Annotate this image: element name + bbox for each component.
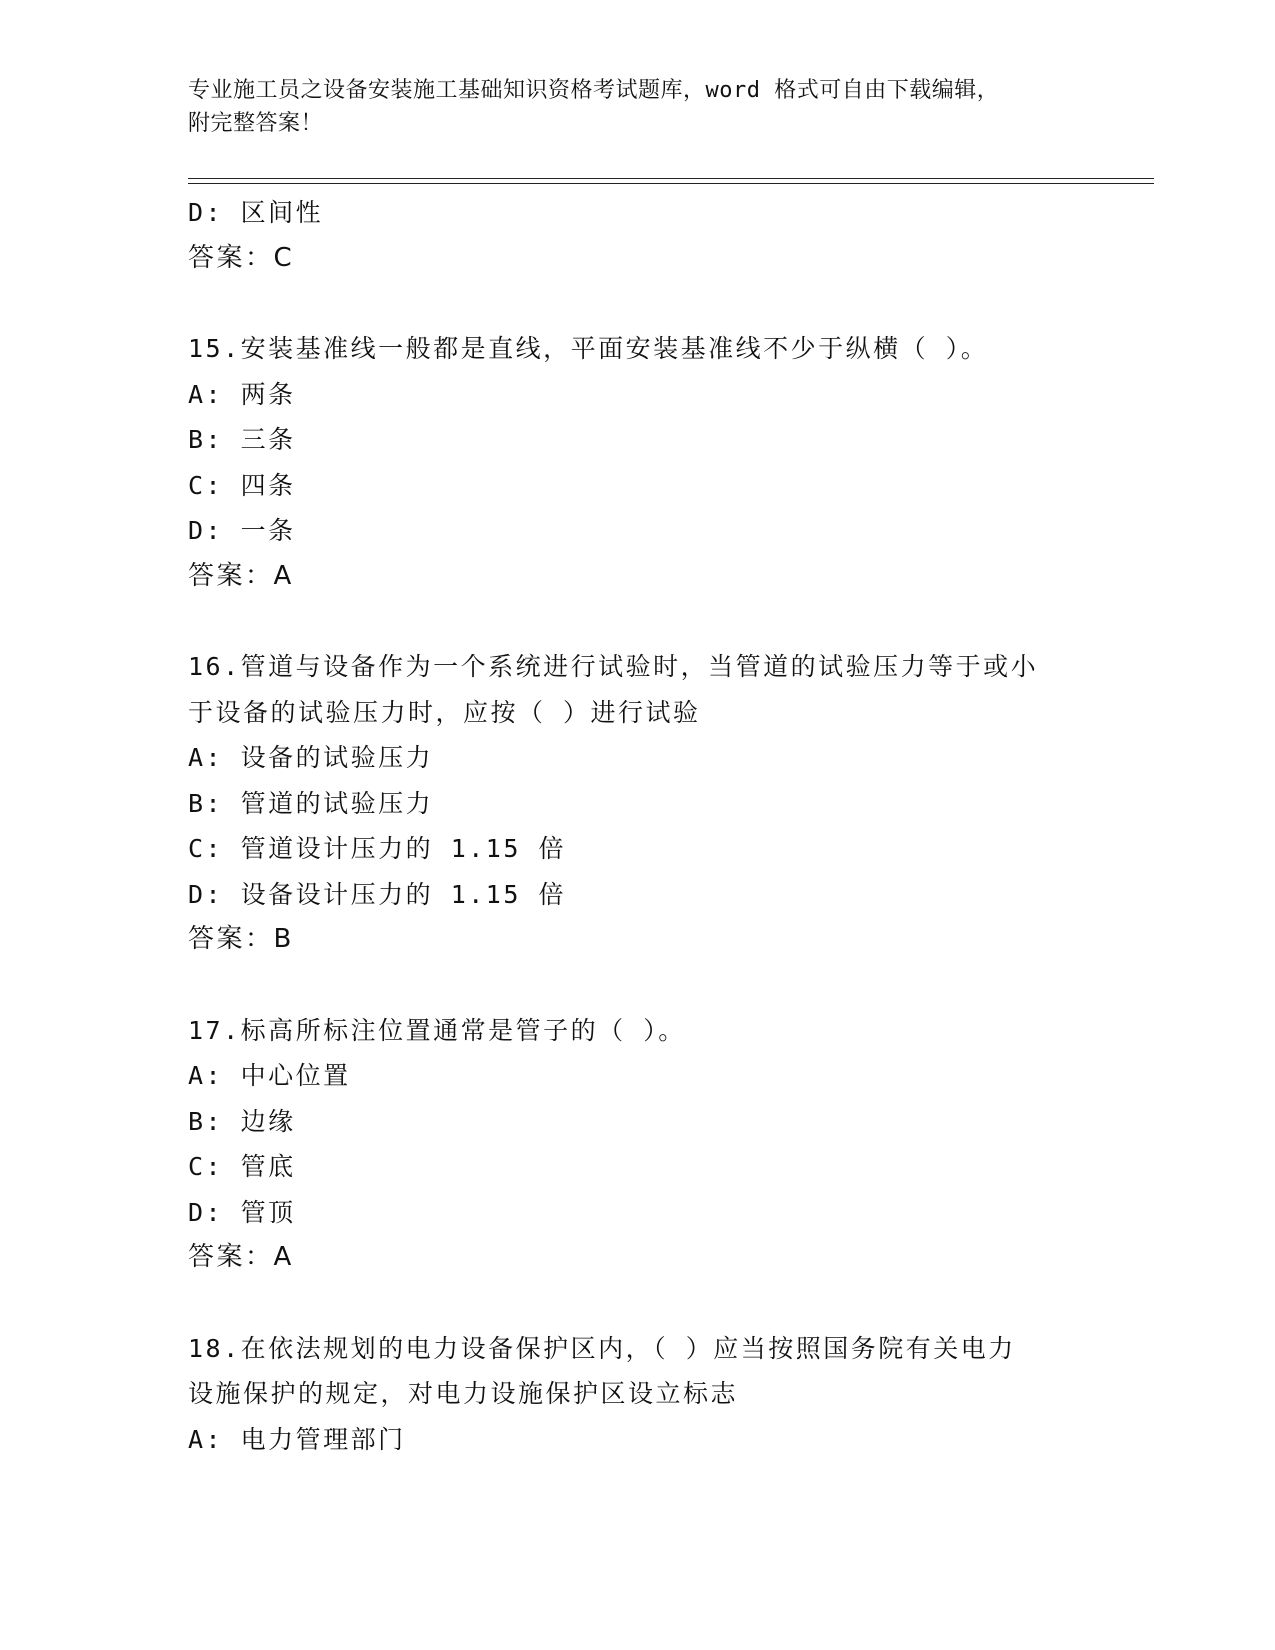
option-d: D: 一条 — [188, 516, 296, 545]
document-header — [188, 74, 1088, 140]
option-b: B: 管道的试验压力 — [188, 788, 434, 818]
option-d: D: 设备设计压力的 1.15 倍 — [188, 879, 566, 909]
question-stem-continued: 设施保护的规定，对电力设施保护区设立标志 — [188, 1379, 739, 1408]
answer: 答案：A — [188, 560, 294, 591]
spacer — [188, 599, 1088, 644]
answer: 答案：B — [188, 924, 294, 954]
question-list — [188, 190, 1088, 1462]
question-stem: 16.管道与设备作为一个系统进行试验时，当管道的试验压力等于或小 — [188, 652, 1039, 681]
spacer — [188, 963, 1088, 1008]
option-d: D: 区间性 — [188, 198, 324, 227]
question-16 — [188, 644, 1088, 963]
question-14-tail — [188, 190, 1088, 281]
question-15 — [188, 326, 1088, 599]
option-a: A: 设备的试验压力 — [188, 743, 434, 772]
question-17 — [188, 1008, 1088, 1281]
option-a: A: 两条 — [188, 379, 296, 409]
answer: 答案：A — [188, 1242, 294, 1272]
header-divider-bottom — [188, 183, 1154, 184]
header-line-2: 附完整答案！ — [188, 111, 324, 136]
question-stem: 15.安装基准线一般都是直线，平面安装基准线不少于纵横（ ）。 — [188, 334, 989, 363]
option-a: A: 电力管理部门 — [188, 1424, 406, 1454]
question-stem: 17.标高所标注位置通常是管子的（ ）。 — [188, 1015, 686, 1045]
header-divider-top — [188, 178, 1154, 179]
option-c: C: 四条 — [188, 470, 296, 500]
question-stem-continued: 于设备的试验压力时，应按（ ）进行试验 — [188, 697, 701, 727]
option-d: D: 管顶 — [188, 1197, 296, 1227]
answer: 答案：C — [188, 242, 295, 273]
option-c: C: 管道设计压力的 1.15 倍 — [188, 834, 566, 863]
header-line-1: 专业施工员之设备安装施工基础知识资格考试题库，word 格式可自由下载编辑， — [188, 78, 1000, 103]
spacer — [188, 281, 1088, 326]
option-b: B: 三条 — [188, 425, 296, 454]
question-18 — [188, 1326, 1088, 1463]
option-b: B: 边缘 — [188, 1106, 296, 1136]
spacer — [188, 1281, 1088, 1326]
option-a: A: 中心位置 — [188, 1061, 351, 1090]
question-stem: 18.在依法规划的电力设备保护区内，（ ）应当按照国务院有关电力 — [188, 1333, 1016, 1363]
option-c: C: 管底 — [188, 1152, 296, 1181]
